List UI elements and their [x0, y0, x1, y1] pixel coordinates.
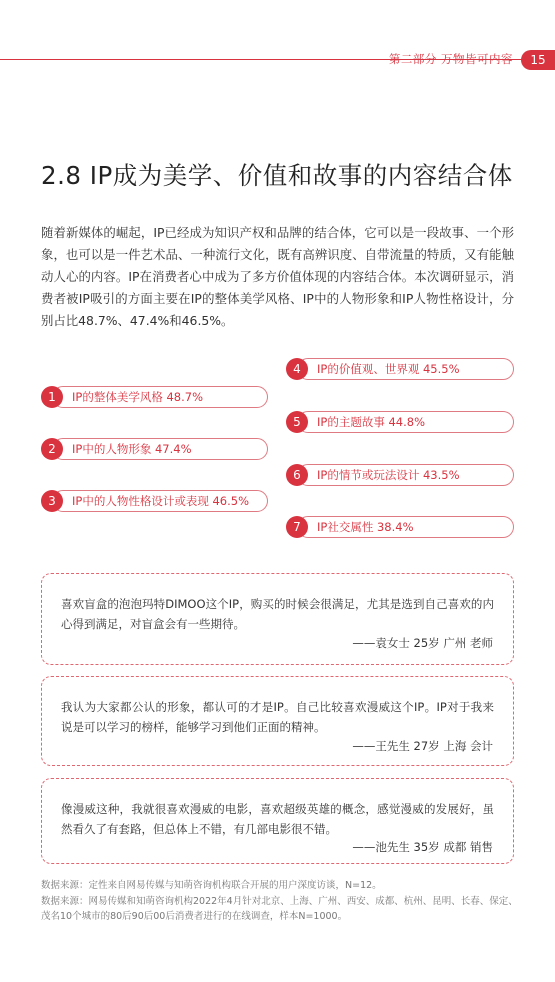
rank-pill: [297, 464, 514, 486]
page-title: 2.8 IP成为美学、价值和故事的内容结合体: [41, 161, 513, 190]
rank-label: IP的整体美学风格 48.7%: [72, 390, 204, 404]
quote-signature: ——池先生 35岁 成都 销售: [352, 840, 493, 854]
rank-pill: [297, 358, 514, 380]
rank-pill: [297, 516, 514, 538]
quote-card-2: [41, 676, 514, 766]
ranked-item-7: [286, 516, 514, 538]
rank-label: IP的情节或玩法设计 43.5%: [317, 468, 460, 482]
rank-badge: 5: [286, 411, 308, 433]
rank-badge: 3: [41, 490, 63, 512]
data-source-note-1: 数据来源：定性来自网易传媒与知萌咨询机构联合开展的用户深度访谈，N=12。: [41, 880, 382, 891]
rank-badge: 4: [286, 358, 308, 380]
rank-badge: 1: [41, 386, 63, 408]
quote-text: 像漫威这种，我就很喜欢漫威的电影，喜欢超级英雄的概念，感觉漫威的发展好，虽然看久了有套路，但总体上不错，有几部电影很不错。: [61, 802, 494, 836]
intro-paragraph: 随着新媒体的崛起，IP已经成为知识产权和品牌的结合体，它可以是一段故事、一个形象，也可以是一件艺术品、一种流行文化，既有高辨识度、自带流量的特质，又有能触动人心的内容。IP在消费者心中成为了多方价值体现的内容结合体。本次调研显示，消费者被IP吸引的方面主要在IP的整体美学风格、IP中的人物形象和IP人物性格设计，分别占比48.7%、47.4%和46.5%。: [41, 225, 514, 328]
rank-badge: 7: [286, 516, 308, 538]
quote-signature: ——王先生 27岁 上海 会计: [352, 739, 493, 753]
ranked-item-6: [286, 464, 514, 486]
quote-text: 喜欢盲盒的泡泡玛特DIMOO这个IP，购买的时候会很满足，尤其是选到自己喜欢的内心得到满足，对盲盒会有一些期待。: [61, 597, 494, 631]
ranked-item-1: [41, 386, 268, 408]
rank-badge: 2: [41, 438, 63, 460]
page-number-badge: 15: [521, 50, 555, 70]
rank-label: IP中的人物形象 47.4%: [72, 442, 192, 456]
section-label: 第二部分 万物皆可内容: [388, 52, 513, 66]
rank-label: IP的价值观、世界观 45.5%: [317, 362, 460, 376]
quote-signature: ——袁女士 25岁 广州 老师: [352, 636, 493, 650]
quote-card-3: [41, 778, 514, 864]
ranked-item-2: [41, 438, 268, 460]
quote-card-1: [41, 573, 514, 665]
ranked-item-5: [286, 411, 514, 433]
rank-label: IP社交属性 38.4%: [317, 520, 414, 534]
quote-text: 我认为大家都公认的形象，都认可的才是IP。自己比较喜欢漫威这个IP。IP对于我来说是可以学习的榜样，能够学习到他们正面的精神。: [61, 700, 494, 734]
rank-pill: [52, 386, 268, 408]
rank-label: IP中的人物性格设计或表现 46.5%: [72, 494, 250, 508]
rank-label: IP的主题故事 44.8%: [317, 415, 426, 429]
rank-badge: 6: [286, 464, 308, 486]
rank-pill: [52, 490, 268, 512]
data-source-note-2: 数据来源：网易传媒和知萌咨询机构2022年4月针对北京、上海、广州、西安、成都、杭州、昆明、长春、保定、茂名10个城市的80后90后00后消费者进行的在线调查，样本N=1000。: [41, 896, 518, 922]
rank-pill: [297, 411, 514, 433]
ranked-item-4: [286, 358, 514, 380]
rank-pill: [52, 438, 268, 460]
ranked-item-3: [41, 490, 268, 512]
